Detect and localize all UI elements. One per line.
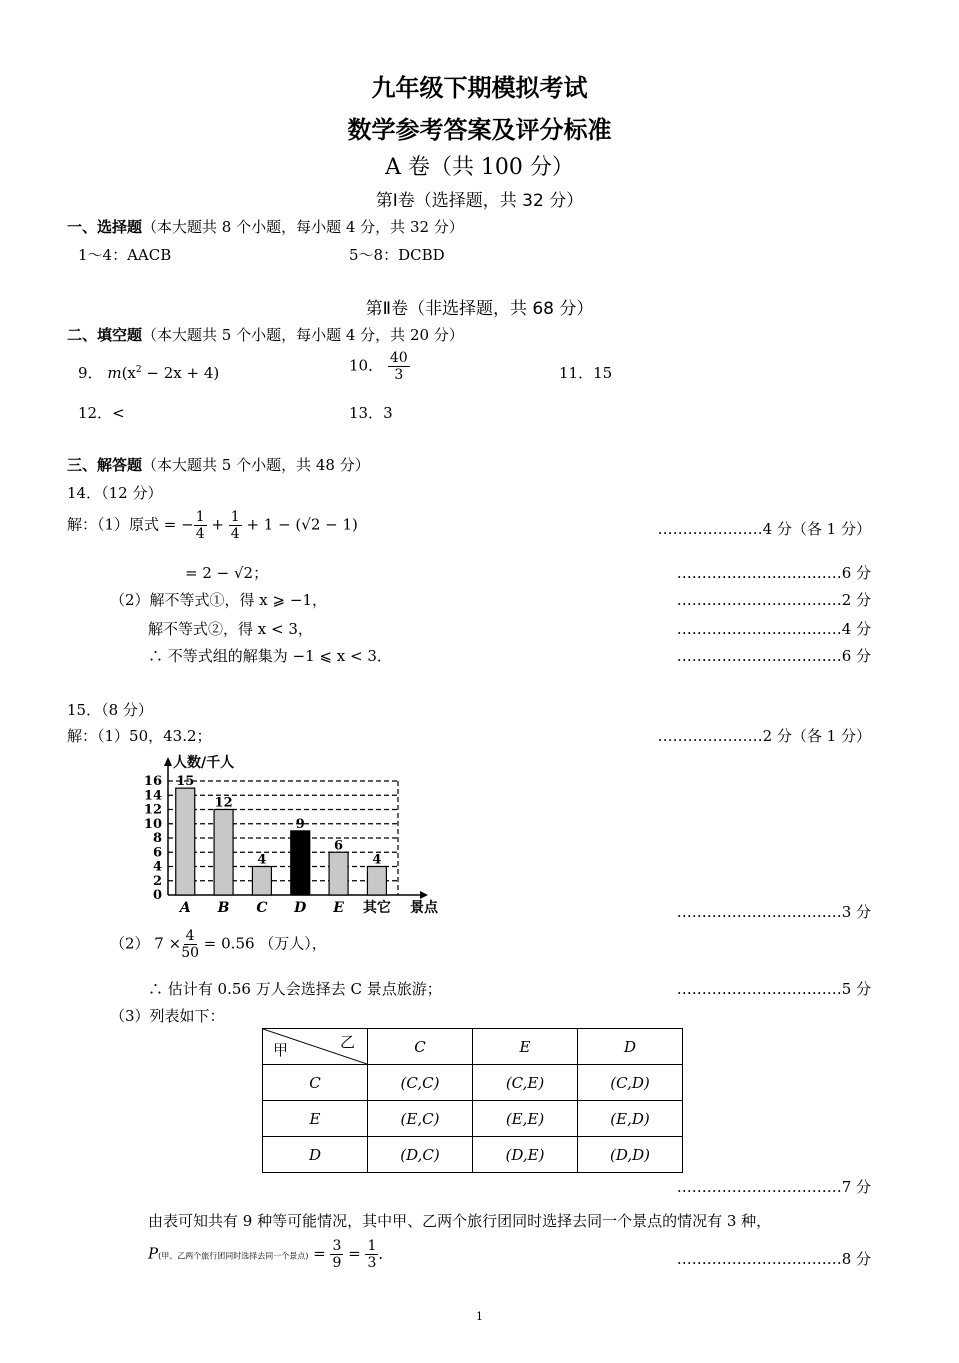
- q14-score4: ……………………………4 分: [676, 620, 871, 638]
- q14-line4: 解不等式②，得 x < 3，: [148, 620, 313, 638]
- q15-score5: ……………………………8 分: [676, 1250, 871, 1268]
- bar-value-label: 12: [214, 795, 233, 811]
- row-head: C: [263, 1065, 368, 1101]
- bar-chart: [140, 745, 460, 920]
- answer-10: 10． $\frac{40}{3}$: [349, 350, 408, 384]
- q14-line3: （2）解不等式①，得 x ⩾ −1，: [110, 591, 327, 609]
- bar: [176, 788, 195, 895]
- y-tick-label: 6: [152, 845, 162, 861]
- outcome-table: [262, 1028, 683, 1173]
- q14-line2: = 2 − √2；: [185, 564, 269, 582]
- section1-heading: 一、选择题（本大题共 8 个小题，每小题 4 分，共 32 分）: [67, 218, 464, 236]
- bar: [329, 852, 348, 895]
- bar: [214, 810, 233, 896]
- table-cell: (D,D): [578, 1137, 683, 1173]
- bar: [252, 867, 271, 896]
- q15-heading: 15．（8 分）: [67, 701, 153, 719]
- y-tick-label: 8: [152, 831, 162, 846]
- col-head: D: [578, 1029, 683, 1065]
- table-cell: (C,D): [578, 1065, 683, 1101]
- row-head: E: [263, 1101, 368, 1137]
- y-axis-label: 人数/千人: [173, 755, 235, 771]
- answers-5-8: 5～8：DCBD: [349, 246, 445, 264]
- answers-1-4: 1～4：AACB: [78, 246, 172, 264]
- x-tick-label: E: [333, 900, 344, 916]
- volume-a-title: A 卷（共 100 分）: [385, 155, 574, 180]
- x-tick-label: B: [217, 900, 230, 916]
- q14-line5: ∴ 不等式组的解集为 −1 ⩽ x < 3．: [148, 647, 392, 665]
- part2-title: 第Ⅱ卷（非选择题，共 68 分）: [365, 299, 594, 319]
- bar: [291, 831, 310, 895]
- x-axis-arrow: [420, 891, 428, 899]
- x-axis-label: 景点: [410, 900, 438, 916]
- y-tick-label: 0: [152, 888, 162, 903]
- bar-value-label: 4: [372, 852, 382, 868]
- bar-value-label: 6: [334, 838, 344, 854]
- table-cell: (D,C): [368, 1137, 473, 1173]
- y-tick-label: 14: [143, 788, 162, 804]
- bar: [367, 867, 386, 896]
- q15-line3: ∴ 估计有 0.56 万人会选择去 C 景点旅游；: [148, 980, 442, 998]
- bar-value-label: 15: [176, 774, 195, 790]
- col-head: E: [473, 1029, 578, 1065]
- y-axis-arrow: [164, 757, 172, 766]
- x-tick-label: D: [294, 900, 307, 916]
- y-tick-label: 2: [152, 873, 162, 889]
- q15-score-chart: ……………………………3 分: [676, 903, 871, 921]
- q15-line4: （3）列表如下：: [110, 1007, 225, 1025]
- exam-title: 九年级下期模拟考试: [371, 74, 588, 102]
- page-number: 1: [476, 1310, 483, 1323]
- table-cell: (C,C): [368, 1065, 473, 1101]
- col-head: C: [368, 1029, 473, 1065]
- section2-heading: 二、填空题（本大题共 5 个小题，每小题 4 分，共 20 分）: [67, 326, 464, 344]
- q14-score1: …………………4 分（各 1 分）: [657, 520, 871, 538]
- x-tick-label: 其它: [362, 900, 391, 916]
- bar-value-label: 4: [257, 852, 267, 868]
- table-corner: 乙 甲: [263, 1029, 368, 1065]
- table-cell: (E,C): [368, 1101, 473, 1137]
- row-head: D: [263, 1137, 368, 1173]
- answer-9: 9． $m(x^2 - 2x + 4)$: [78, 364, 220, 382]
- q15-line1: 解：（1）50，43.2；: [67, 727, 212, 745]
- q14-score3: ……………………………2 分: [676, 591, 871, 609]
- y-tick-label: 10: [143, 816, 162, 832]
- table-cell: (C,E): [473, 1065, 578, 1101]
- y-tick-label: 4: [152, 859, 162, 875]
- q14-score5: ……………………………6 分: [676, 647, 871, 665]
- y-tick-label: 16: [143, 774, 162, 789]
- x-tick-label: C: [256, 900, 268, 916]
- q14-score2: ……………………………6 分: [676, 564, 871, 582]
- table-cell: (D,E): [473, 1137, 578, 1173]
- bar-value-label: 9: [295, 816, 305, 832]
- q14-heading: 14．（12 分）: [67, 484, 163, 502]
- probability-line: P(甲、乙两个旅行团同时选择去同一个景点) = $\frac{3}{9}$ = $\frac{1}{3}$ ．: [148, 1238, 394, 1272]
- answer-title: 数学参考答案及评分标准: [347, 116, 612, 144]
- table-cell: (E,E): [473, 1101, 578, 1137]
- x-tick-label: A: [179, 900, 191, 916]
- q15-score3: ……………………………5 分: [676, 980, 871, 998]
- section3-heading: 三、解答题（本大题共 5 个小题，共 48 分）: [67, 456, 370, 474]
- q14-line1: 解：（1）原式 = − $\frac{1}{4}$ + $\frac{1}{4}$ + 1 − (√2 − 1): [67, 509, 358, 543]
- y-tick-label: 12: [143, 802, 162, 818]
- answer-13: 13．3: [349, 404, 393, 422]
- q15-score-table: ……………………………7 分: [676, 1178, 871, 1196]
- table-cell: (E,D): [578, 1101, 683, 1137]
- q15-line2: （2） 7 × $\frac{4}{50}$ = 0.56 （万人），: [110, 928, 327, 962]
- q15-line5: 由表可知共有 9 种等可能情况，其中甲、乙两个旅行团同时选择去同一个景点的情况有 3 种，: [148, 1212, 772, 1230]
- answer-12: 12．<: [78, 404, 125, 422]
- q15-score1: …………………2 分（各 1 分）: [657, 727, 871, 745]
- answer-11: 11．15: [559, 364, 613, 382]
- part1-title: 第Ⅰ卷（选择题，共 32 分）: [375, 191, 584, 211]
